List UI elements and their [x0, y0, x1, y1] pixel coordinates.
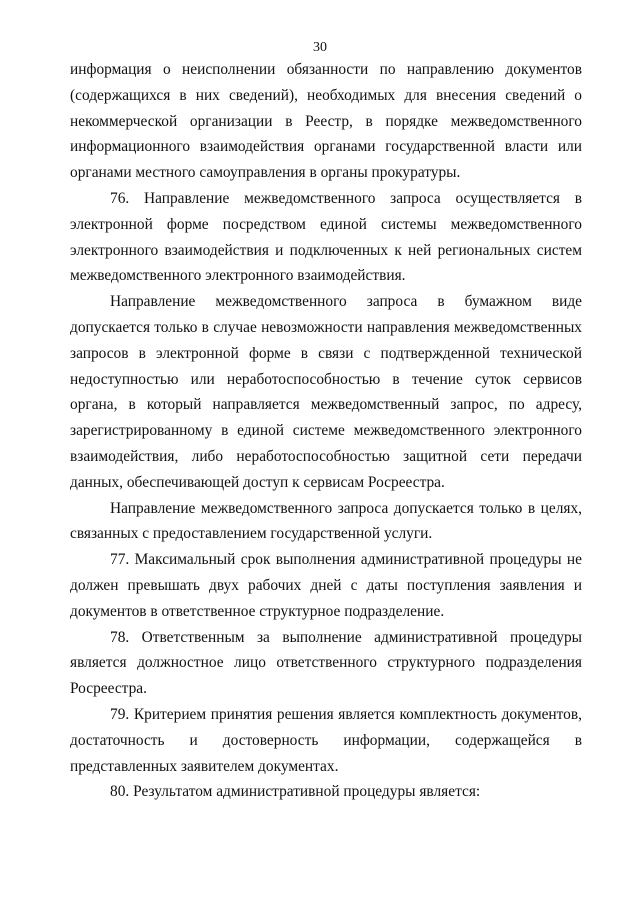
- document-body: [70, 57, 582, 805]
- page-number: 30: [313, 40, 327, 55]
- paragraph-80: 80. Результатом административной процедуры является:: [110, 783, 481, 801]
- paragraph-continuation: информация о неисполнении обязанности по направлению документов (содержащихся в них сведений), необходимых для внесения сведений о некоммерческой организации в Реестр, в порядке межведомственного информационного взаимодействия органами государственной власти или органами местного самоуправления в органы прокуратуры.: [70, 61, 582, 182]
- paragraph-paper-request: Направление межведомственного запроса в бумажном виде допускается только в случае невозможности направления межведомственных запросов в электронной форме в связи с подтвержденной технической недоступностью или неработоспособностью в течение суток сервисов органа, в который направляется межведомственный запрос, по адресу, зарегистрированному в единой системе межведомственного электронного взаимодействия, либо неработоспособностью защитной сети передачи данных, обеспечивающей доступ к сервисам Росреестра.: [70, 293, 582, 491]
- paragraph-request-purpose: Направление межведомственного запроса допускается только в целях, связанных с предоставлением государственной услуги.: [70, 499, 582, 543]
- paragraph-77: 77. Максимальный срок выполнения административной процедуры не должен превышать двух рабочих дней с даты поступления заявления и документов в ответственное структурное подразделение.: [70, 551, 582, 620]
- paragraph-79: 79. Критерием принятия решения является комплектность документов, достаточность и достоверность информации, содержащейся в представленных заявителем документах.: [70, 705, 582, 775]
- paragraph-78: 78. Ответственным за выполнение административной процедуры является должностное лицо ответственного структурного подразделения Росреестра.: [70, 628, 582, 698]
- paragraph-76: 76. Направление межведомственного запроса осуществляется в электронной форме посредством единой системы межведомственного электронного взаимодействия и подключенных к ней региональных систем межведомственного электронного взаимодействия.: [70, 189, 582, 285]
